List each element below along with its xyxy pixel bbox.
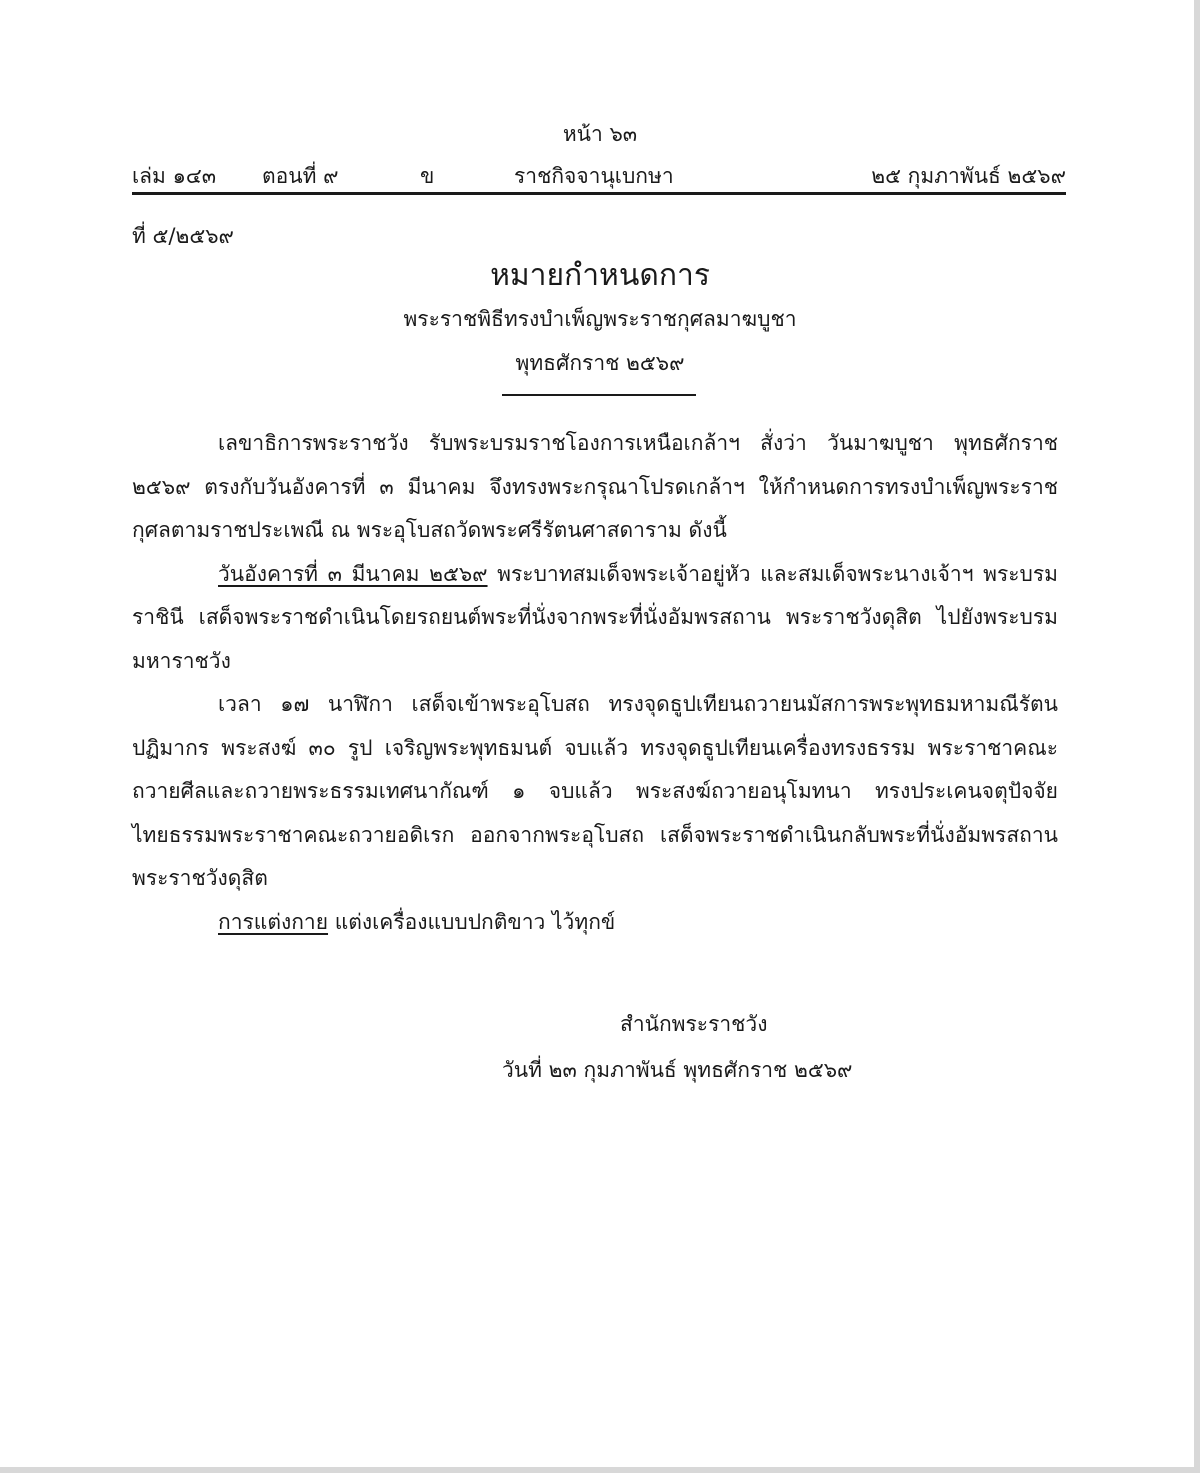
signature-date: วันที่ ๒๓ กุมภาพันธ์ พุทธศักราช ๒๕๖๙ (502, 1058, 853, 1082)
document-title: หมายกำหนดการ (490, 258, 710, 293)
paragraph-ceremony-time: เวลา ๑๗ นาฬิกา เสด็จเข้าพระอุโบสถ ทรงจุดธูปเทียนถวายนมัสการพระพุทธมหามณีรัตนปฏิมากร พระสงฆ์ ๓๐ รูป เจริญพระพุทธมนต์ จบแล้ว ทรงจุดธูปเทียนเครื่องทรงธรรม พระราชาคณะถวายศีลและถวายพระธรรมเทศนากัณฑ์ ๑ จบแล้ว พระสงฆ์ถวายอนุโมทนา ทรงประเคนจตุปัจจัยไทยธรรมพระราชาคณะถวายอดิเรก ออกจากพระอุโบสถ เสด็จพระราชดำเนินกลับพระที่นั่งอัมพรสถาน พระราชวังดุสิต (132, 692, 1058, 890)
schedule-day-text: พระบาทสมเด็จพระเจ้าอยู่หัว และสมเด็จพระนางเจ้าฯ พระบรมราชินี เสด็จพระราชดำเนินโดยรถยนต์พระที่นั่งจากพระที่นั่งอัมพรสถาน พระราชวังดุสิต ไปยังพระบรมมหาราชวัง (132, 561, 1058, 673)
document-subtitle: พระราชพิธีทรงบำเพ็ญพระราชกุศลมาฆบูชา (403, 307, 797, 331)
document-number: ที่ ๕/๒๕๖๙ (132, 224, 234, 248)
header-issue: ตอนที่ ๙ (262, 164, 339, 188)
header-journal-name: ราชกิจจานุเบกษา (514, 164, 674, 188)
header-divider (132, 192, 1066, 195)
page-edge-right (1194, 0, 1200, 1473)
signature-office: สำนักพระราชวัง (620, 1012, 768, 1036)
title-divider (502, 394, 696, 396)
gazette-header (132, 160, 1066, 188)
schedule-date-heading: วันอังคารที่ ๓ มีนาคม ๒๕๖๙ (218, 561, 488, 586)
dress-code-text: แต่งเครื่องแบบปกติขาว ไว้ทุกข์ (328, 909, 616, 934)
header-date: ๒๕ กุมภาพันธ์ ๒๕๖๙ (871, 164, 1066, 188)
page-edge-bottom (0, 1467, 1200, 1473)
header-section: ข (420, 164, 435, 188)
header-volume: เล่ม ๑๔๓ (132, 164, 217, 188)
paragraph-schedule-day (132, 553, 1058, 684)
document-year: พุทธศักราช ๒๕๖๙ (515, 351, 685, 375)
paragraph-announcement: เลขาธิการพระราชวัง รับพระบรมราชโองการเหนือเกล้าฯ สั่งว่า วันมาฆบูชา พุทธศักราช ๒๕๖๙ ตรงกับวันอังคารที่ ๓ มีนาคม จึงทรงพระกรุณาโปรดเกล้าฯ ให้กำหนดการทรงบำเพ็ญพระราชกุศลตามราชประเพณี ณ พระอุโบสถวัดพระศรีรัตนศาสดาราม ดังนี้ (132, 431, 1058, 542)
document-body (132, 422, 1058, 944)
dress-code-heading: การแต่งกาย (218, 909, 329, 934)
page-number: หน้า ๖๓ (562, 122, 638, 146)
paragraph-dress-code (132, 901, 1058, 945)
